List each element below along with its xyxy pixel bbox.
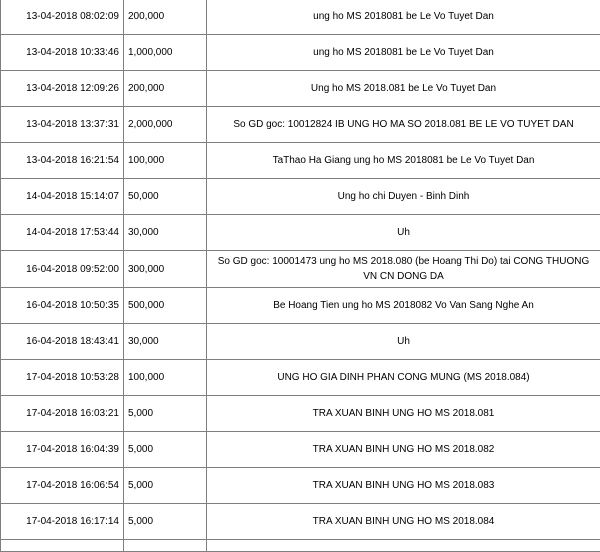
- amount-cell: 5,000: [124, 396, 207, 432]
- datetime-cell: 13-04-2018 10:33:46: [1, 35, 124, 71]
- amount-cell: 5,000: [124, 432, 207, 468]
- datetime-cell: 16-04-2018 18:43:41: [1, 324, 124, 360]
- description-cell: Ung ho chi Duyen - Binh Dinh: [207, 179, 600, 215]
- datetime-cell: 17-04-2018 10:53:28: [1, 360, 124, 396]
- description-cell: So GD goc: 10001473 ung ho MS 2018.080 (be Hoang Thi Do) tai CONG THUONG VN CN DONG DA: [207, 251, 600, 288]
- description-cell: UNG HO GIA DINH PHAN CONG MUNG (MS 2018.084): [207, 360, 600, 396]
- amount-cell: 100,000: [124, 360, 207, 396]
- datetime-cell: 14-04-2018 15:14:07: [1, 179, 124, 215]
- description-cell: TRA XUAN BINH UNG HO MS 2018.082: [207, 432, 600, 468]
- datetime-cell: 13-04-2018 13:37:31: [1, 107, 124, 143]
- empty-cell: [1, 540, 124, 552]
- description-cell: TRA XUAN BINH UNG HO MS 2018.084: [207, 504, 600, 540]
- amount-cell: 30,000: [124, 215, 207, 251]
- amount-cell: 50,000: [124, 179, 207, 215]
- datetime-cell: 17-04-2018 16:04:39: [1, 432, 124, 468]
- datetime-cell: 16-04-2018 09:52:00: [1, 251, 124, 288]
- table-row: [1, 35, 600, 71]
- table-row: [1, 324, 600, 360]
- table-row: [1, 360, 600, 396]
- table-row: [1, 396, 600, 432]
- table-row: [1, 215, 600, 251]
- description-cell: ung ho MS 2018081 be Le Vo Tuyet Dan: [207, 35, 600, 71]
- table-row: [1, 288, 600, 324]
- amount-cell: 100,000: [124, 143, 207, 179]
- datetime-cell: 13-04-2018 16:21:54: [1, 143, 124, 179]
- table-row: [1, 540, 600, 552]
- table-row: [1, 504, 600, 540]
- amount-cell: 500,000: [124, 288, 207, 324]
- table-row: [1, 71, 600, 107]
- amount-cell: 2,000,000: [124, 107, 207, 143]
- amount-cell: 300,000: [124, 251, 207, 288]
- amount-cell: 200,000: [124, 71, 207, 107]
- datetime-cell: 13-04-2018 08:02:09: [1, 0, 124, 35]
- datetime-cell: 16-04-2018 10:50:35: [1, 288, 124, 324]
- description-cell: Uh: [207, 215, 600, 251]
- table-row: [1, 251, 600, 288]
- table-row: [1, 0, 600, 35]
- description-cell: Be Hoang Tien ung ho MS 2018082 Vo Van Sang Nghe An: [207, 288, 600, 324]
- description-cell: So GD goc: 10012824 IB UNG HO MA SO 2018.081 BE LE VO TUYET DAN: [207, 107, 600, 143]
- description-cell: ung ho MS 2018081 be Le Vo Tuyet Dan: [207, 0, 600, 35]
- table-row: [1, 143, 600, 179]
- amount-cell: 1,000,000: [124, 35, 207, 71]
- amount-cell: 5,000: [124, 504, 207, 540]
- amount-cell: 30,000: [124, 324, 207, 360]
- table-row: [1, 107, 600, 143]
- description-cell: TRA XUAN BINH UNG HO MS 2018.083: [207, 468, 600, 504]
- description-cell: TaThao Ha Giang ung ho MS 2018081 be Le Vo Tuyet Dan: [207, 143, 600, 179]
- table-row: [1, 468, 600, 504]
- amount-cell: 200,000: [124, 0, 207, 35]
- table-row: [1, 432, 600, 468]
- empty-cell: [207, 540, 600, 552]
- empty-cell: [124, 540, 207, 552]
- amount-cell: 5,000: [124, 468, 207, 504]
- datetime-cell: 17-04-2018 16:03:21: [1, 396, 124, 432]
- datetime-cell: 14-04-2018 17:53:44: [1, 215, 124, 251]
- description-cell: Uh: [207, 324, 600, 360]
- description-cell: Ung ho MS 2018.081 be Le Vo Tuyet Dan: [207, 71, 600, 107]
- datetime-cell: 17-04-2018 16:06:54: [1, 468, 124, 504]
- datetime-cell: 13-04-2018 12:09:26: [1, 71, 124, 107]
- description-cell: TRA XUAN BINH UNG HO MS 2018.081: [207, 396, 600, 432]
- table-row: [1, 179, 600, 215]
- datetime-cell: 17-04-2018 16:17:14: [1, 504, 124, 540]
